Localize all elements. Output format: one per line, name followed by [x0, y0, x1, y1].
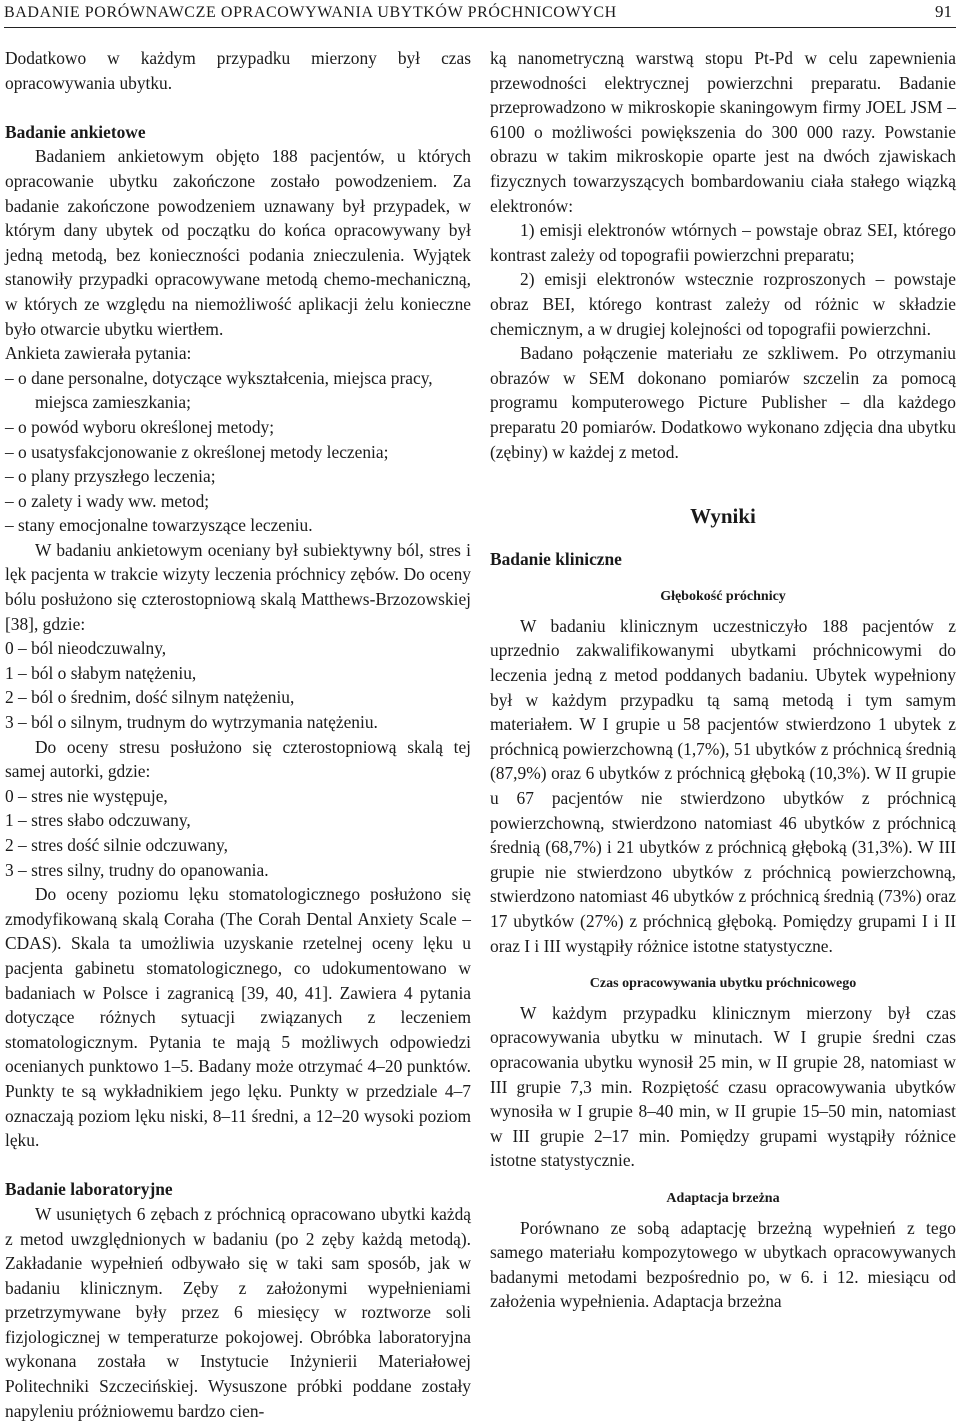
sem-item-bei: 2) emisji elektronów wstecznie rozproszonych – powstaje obraz BEI, którego kontrast zależy od różnic w składzie chemicznym, a w drugiej kolejności od topografii powierzchni.: [490, 269, 956, 339]
paragraph-ankieta-scope: Badaniem ankietowym objęto 188 pacjentów, u których opracowanie ubytku zakończone zostało powodzeniem. Za badanie zakończone powodzeniem uznawany był przypadek, w którym dany ubytek od początku do końca opracowywany był jedną metodą, bez konieczności podania znieczulenia. Wyjątek stanowiły przypadki opracowywane metodą chemo-mechaniczną, w których ze względu na niemożliwość aplikacji żelu konieczne było otwarcie ubytku wiertłem.: [5, 146, 471, 339]
heading-ankietowe: Badanie ankietowe: [5, 121, 146, 142]
paragraph-laboratory: W usuniętych 6 zębach z próchnicą opracowano ubytki każdą z metod uwzględnionych w badaniu (po 2 zęby każdą metodą). Zakładanie wypełnień odbywało się w taki sam sposób, jak w badaniu klinicznym. Zęby z założonymi wypełnieniami przetrzymywane były przez 6 miesięcy w roztworze soli fizjologicznej w temperaturze pokojowej. Obróbka laboratoryjna wykonana została w Instytucie Inżynierii Materiałowej Politechniki Szczecińskiej. Wysuszone próbki poddane zostały napyleniu próżniowemu bardzo cien-: [5, 1203, 471, 1421]
list-item: 3 – ból o silnym, trudnym do wytrzymania natężeniu.: [5, 712, 378, 733]
subheading-adaptacja: Adaptacja brzeżna: [666, 1190, 780, 1206]
list-item: – o plany przyszłego leczenia;: [5, 466, 216, 487]
list-item: 2 – stres dość silnie odczuwany,: [5, 835, 228, 855]
stress-scale-list: [5, 784, 471, 882]
paragraph-anxiety: Do oceny poziomu lęku stomatologicznego posłużono się zmodyfikowaną skalą Coraha (The Corah Dental Anxiety Scale – CDAS). Skala ta umożliwia uzyskanie rzetelnej oceny lęku u pacjenta gabinetu stomatologicznego, co udokumentowano w badaniach w Polsce i zagranicą [39, 40, 41]. Zawiera 4 pytania dotyczące różnych sytuacji związanych z leczeniem stomatologicznym. Pytania te mają 5 możliwych odpowiedzi ocenianych punktowo 1–5. Badany może otrzymać 4–20 punktów. Punkty te są wykładnikiem jego lęku. Punkty w przedziale 4–7 oznaczają poziom lęku niski, 8–11 średni, a 12–20 wysoki poziom lęku.: [5, 884, 471, 1151]
list-item: 0 – ból nieodczuwalny,: [5, 638, 167, 659]
page-number: 91: [935, 2, 952, 21]
questions-list: [5, 366, 471, 538]
heading-laboratoryjne: Badanie laboratoryjne: [5, 1179, 173, 1200]
spacer: [5, 95, 471, 120]
sem-item-sei: 1) emisji elektronów wtórnych – powstaje obraz SEI, którego kontrast zależy od topografii powierzchni preparatu;: [490, 220, 956, 265]
paragraph-caries-depth: W badaniu klinicznym uczestniczyło 188 pacjentów z uprzednio zakwalifikowanymi ubytkami próchnicowymi do leczenia jedną z metod poddanych badaniu. Ubytek wypełniony był w każdym przypadku tą samą metodą i tym samym materiałem. W I grupie u 58 pacjentów stwierdzono 1 ubytek z próchnicą powierzchowną (1,7%), 51 ubytków z próchnicą średnią (87,9%) oraz 6 ubytków z próchnicą głęboką (10,3%). W II grupie u 67 pacjentów nie stwierdzono ubytków z próchnicą powierzchowną, stwierdzono natomiast 46 ubytków z próchnicą średnią (68,7%) i 21 ubytków z próchnicą głęboką (31,3%). W III grupie nie stwierdzono ubytków z próchnicą powierzchowną, stwierdzono natomiast 46 ubytków z próchnicą średnią (73%) oraz 17 ubytków (27%) z próchnicą głęboką. Pomiędzy grupami I i II oraz I i III wystąpiły różnice istotne statystyczne.: [490, 615, 956, 956]
heading-wyniki: Wyniki: [690, 504, 756, 529]
heading-kliniczne: Badanie kliniczne: [490, 548, 622, 569]
paragraph-sem-continued: ką nanometryczną warstwą stopu Pt-Pd w celu zapewnienia przewodności elektrycznej powierzchni preparatu. Badanie przeprowadzono w mikroskopie skaningowym firmy JOEL JSM – 6100 o możliwości powiększenia do 300 000 razy. Powstanie obrazu w takim mikroskopie oparte jest na dwóch zjawiskach fizycznych towarzyszących bombardowaniu ciała stałego wiązką elektronów:: [490, 48, 956, 216]
paragraph-ankieta-intro: Ankieta zawierała pytania:: [5, 343, 192, 364]
list-item: 2 – ból o średnim, dość silnym natężeniu,: [5, 687, 295, 708]
paragraph-pain: W badaniu ankietowym oceniany był subiektywny ból, stres i lęk pacjenta w trakcie wizyty leczenia próchnicy zębów. Do oceny bólu posłużono się czterostopniową skalą Matthews-Brzozowskiej [38], gdzie:: [5, 539, 471, 634]
paragraph-adaptation: Porównano ze sobą adaptację brzeżną wypełnień z tego samego materiału kompozytowego w ubytkach opracowywanych badanymi metodami bezpośrednio po, w 6. i 12. miesiącu od założenia wypełnienia. Adaptacja brzeżna: [490, 1217, 956, 1312]
list-item: – o zalety i wady ww. metod;: [5, 490, 210, 511]
list-item: 1 – ból o słabym natężeniu,: [5, 662, 197, 683]
left-column: [5, 46, 471, 1423]
paragraph-enamel: Badano połączenie materiału ze szkliwem. Po otrzymaniu obrazów w SEM dokonano pomiarów szczelin za pomocą programu komputerowego Picture Publisher – dla każdego preparatu 20 pomiarów. Dodatkowo wykonano zdjęcia dna ubytku (zębiny) w każdej z metod.: [490, 343, 956, 462]
intro-paragraph: Dodatkowo w każdym przypadku mierzony był czas opracowywania ubytku.: [5, 48, 471, 93]
spacer: [5, 1153, 471, 1178]
running-header: [4, 2, 956, 28]
right-column: [490, 46, 956, 1314]
running-title: BADANIE PORÓWNAWCZE OPRACOWYWANIA UBYTKÓW PRÓCHNICOWYCH: [4, 4, 617, 21]
pain-scale-list: [5, 636, 471, 734]
paragraph-stress: Do oceny stresu posłużono się czterostopniową skalą tej samej autorki, gdzie:: [5, 736, 471, 782]
paragraph-time: W każdym przypadku klinicznym mierzony był czas opracowywania ubytku w minutach. W I grupie średni czas opracowania ubytku wynosił 25 min, w II grupie 28, natomiast w III grupie 7,3 min. Rozpiętość czasu opracowywania ubytków wynosiła w I grupie 8–40 min, w II grupie 15–50 min, natomiast w III grupie 2–17 min. Pomiędzy grupami wystąpiły różnice istotne statystycznie.: [490, 1002, 956, 1171]
list-item: 3 – stres silny, trudny do opanowania.: [5, 859, 269, 880]
list-item: – stany emocjonalne towarzyszące leczeniu.: [5, 515, 313, 536]
list-item: 0 – stres nie występuje,: [5, 785, 168, 806]
list-item: – o usatysfakcjonowanie z określonej metody leczenia;: [5, 441, 389, 462]
list-item: – o dane personalne, dotyczące wykształcenia, miejsca pracy, miejsca zamieszkania;: [5, 367, 433, 413]
subheading-czas: Czas opracowywania ubytku próchnicowego: [589, 976, 857, 992]
list-item: – o powód wyboru określonej metody;: [5, 416, 275, 437]
subheading-glebokosc: Głębokość próchnicy: [660, 589, 786, 605]
list-item: 1 – stres słabo odczuwany,: [5, 810, 191, 831]
